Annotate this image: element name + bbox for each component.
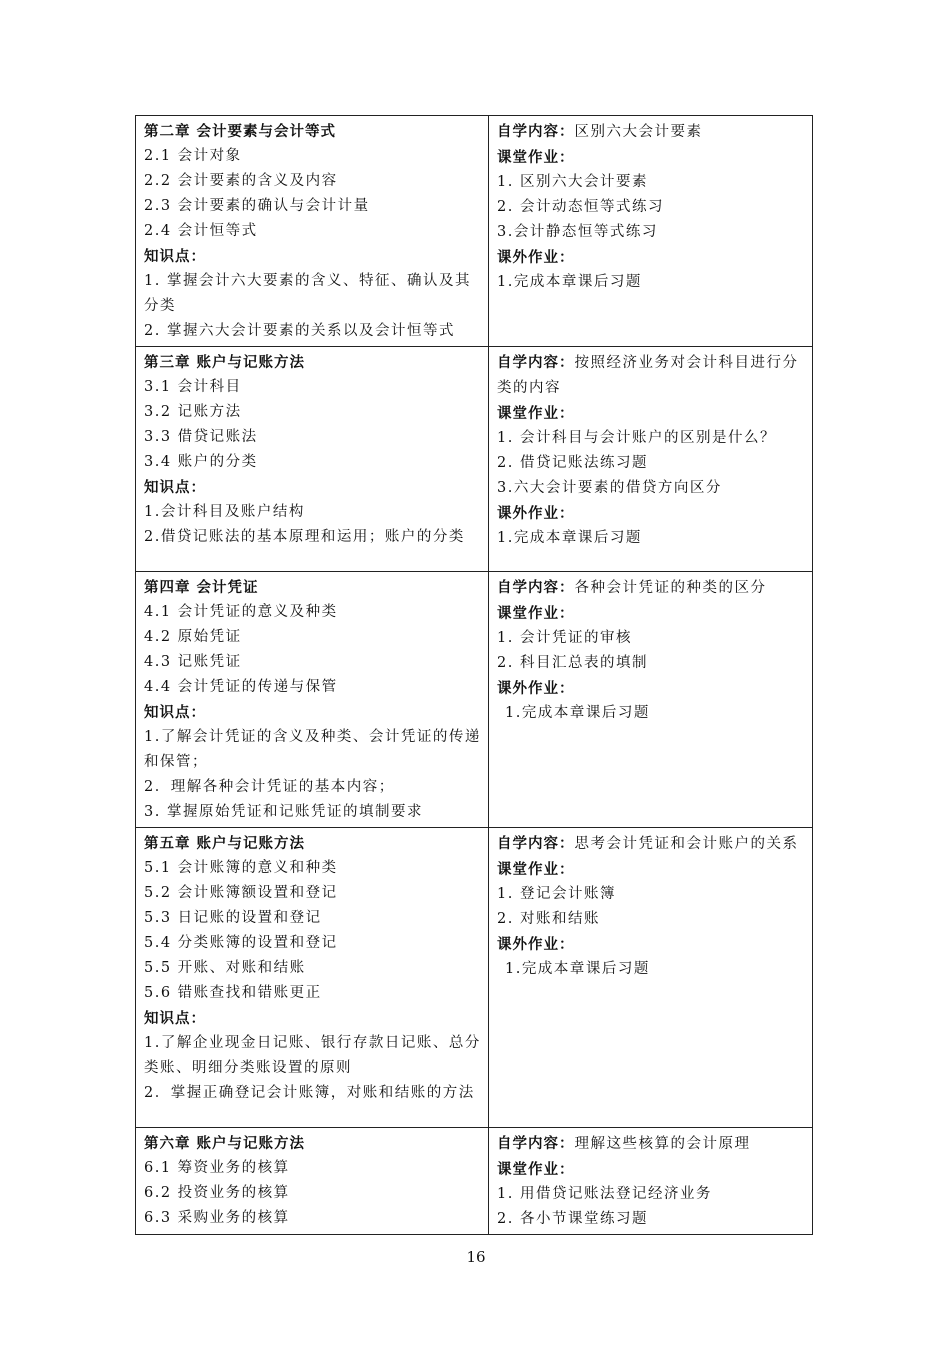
- section-heading: 第二章 会计要素与会计等式: [144, 123, 337, 140]
- self-study-text: 各种会计凭证的种类的区分: [574, 580, 767, 596]
- self-study-label: 自学内容：: [497, 123, 575, 140]
- text-line: 4.2 原始凭证: [144, 629, 242, 645]
- text-line: 2. 各小节课堂练习题: [497, 1211, 648, 1227]
- section-heading: 课堂作业：: [497, 1161, 575, 1178]
- text-line: 5.4 分类账簿的设置和登记: [144, 935, 338, 951]
- text-line: 2．理解各种会计凭证的基本内容；: [144, 779, 395, 795]
- section-heading: 课外作业：: [497, 249, 575, 266]
- section-heading: 课堂作业：: [497, 405, 575, 422]
- text-line: 5.6 错账查找和错账更正: [144, 985, 322, 1001]
- section-heading: 课外作业：: [497, 936, 575, 953]
- text-line: 1.了解会计凭证的含义及种类、会计凭证的传递和保管；: [144, 729, 481, 770]
- assignment-cell: [489, 116, 813, 347]
- self-study-text: 理解这些核算的会计原理: [574, 1136, 751, 1152]
- self-study-line: [497, 831, 807, 857]
- text-line: 3.2 记账方法: [144, 404, 242, 420]
- section-heading: 知识点：: [144, 479, 206, 496]
- text-line: 1.了解企业现金日记账、银行存款日记账、总分类账、明细分类账设置的原则: [144, 1035, 481, 1076]
- section-heading: 课堂作业：: [497, 605, 575, 622]
- text-line: 4.1 会计凭证的意义及种类: [144, 604, 338, 620]
- self-study-label: 自学内容：: [497, 835, 575, 852]
- text-line: 1.完成本章课后习题: [497, 530, 642, 546]
- assignment-cell: [489, 572, 813, 828]
- text-line: 2. 借贷记账法练习题: [497, 455, 648, 471]
- text-line: 2. 对账和结账: [497, 911, 600, 927]
- section-heading: 课外作业：: [497, 505, 575, 522]
- course-plan-table: [135, 115, 813, 1235]
- text-line: 2. 会计动态恒等式练习: [497, 199, 664, 215]
- text-line: 3.会计静态恒等式练习: [497, 224, 658, 240]
- assignment-cell: [489, 1128, 813, 1235]
- text-line: 4.4 会计凭证的传递与保管: [144, 679, 338, 695]
- text-line: 4.3 记账凭证: [144, 654, 242, 670]
- assignment-cell: [489, 347, 813, 572]
- text-line: 3. 掌握原始凭证和记账凭证的填制要求: [144, 804, 423, 820]
- text-line: 3.六大会计要素的借贷方向区分: [497, 480, 722, 496]
- text-line: 3.4 账户的分类: [144, 454, 258, 470]
- chapter-row: [136, 1128, 813, 1235]
- chapter-outline-cell: [136, 828, 489, 1128]
- text-line: 5.1 会计账簿的意义和种类: [144, 860, 338, 876]
- chapter-outline-cell: [136, 347, 489, 572]
- assignment-cell: [489, 828, 813, 1128]
- text-line: 1. 会计科目与会计账户的区别是什么？: [497, 430, 776, 446]
- section-heading: 知识点：: [144, 1010, 206, 1027]
- section-heading: 第六章 账户与记账方法: [144, 1135, 306, 1152]
- text-line: 2. 科目汇总表的填制: [497, 655, 648, 671]
- text-line: 2. 掌握六大会计要素的关系以及会计恒等式: [144, 323, 455, 339]
- self-study-line: [497, 575, 807, 601]
- chapter-outline-cell: [136, 572, 489, 828]
- text-line: 6.2 投资业务的核算: [144, 1185, 290, 1201]
- self-study-line: [497, 350, 807, 401]
- chapter-row: [136, 828, 813, 1128]
- text-line: 1.完成本章课后习题: [505, 705, 650, 721]
- self-study-label: 自学内容：: [497, 1135, 575, 1152]
- chapter-outline-cell: [136, 1128, 489, 1235]
- text-line: 6.1 筹资业务的核算: [144, 1160, 290, 1176]
- text-line: 1. 掌握会计六大要素的含义、特征、确认及其分类: [144, 273, 471, 314]
- text-line: 3.1 会计科目: [144, 379, 242, 395]
- text-line: 1. 区别六大会计要素: [497, 174, 648, 190]
- self-study-label: 自学内容：: [497, 354, 575, 371]
- self-study-label: 自学内容：: [497, 579, 575, 596]
- text-line: 2.4 会计恒等式: [144, 223, 258, 239]
- self-study-text: 区别六大会计要素: [574, 124, 703, 140]
- text-line: 2.1 会计对象: [144, 148, 242, 164]
- text-line: 1.完成本章课后习题: [505, 961, 650, 977]
- self-study-text: 按照经济业务对会计科目进行分类的内容: [497, 355, 799, 396]
- table-body: [136, 116, 813, 1235]
- text-line: 5.3 日记账的设置和登记: [144, 910, 322, 926]
- section-heading: 知识点：: [144, 704, 206, 721]
- page-number: 16: [466, 1248, 486, 1266]
- section-heading: 课堂作业：: [497, 861, 575, 878]
- section-heading: 第五章 账户与记账方法: [144, 835, 306, 852]
- text-line: 1. 登记会计账簿: [497, 886, 616, 902]
- section-heading: 第三章 账户与记账方法: [144, 354, 306, 371]
- section-heading: 第四章 会计凭证: [144, 579, 259, 596]
- self-study-text: 思考会计凭证和会计账户的关系: [574, 836, 799, 852]
- text-line: 1. 用借贷记账法登记经济业务: [497, 1186, 712, 1202]
- text-line: 5.2 会计账簿额设置和登记: [144, 885, 338, 901]
- self-study-line: [497, 119, 807, 145]
- text-line: 6.3 采购业务的核算: [144, 1210, 290, 1226]
- section-heading: 课外作业：: [497, 680, 575, 697]
- chapter-row: [136, 347, 813, 572]
- text-line: 2.2 会计要素的含义及内容: [144, 173, 338, 189]
- text-line: 2.3 会计要素的确认与会计计量: [144, 198, 370, 214]
- text-line: 2.借贷记账法的基本原理和运用；账户的分类: [144, 529, 465, 545]
- section-heading: 课堂作业：: [497, 149, 575, 166]
- chapter-outline-cell: [136, 116, 489, 347]
- text-line: 2．掌握正确登记会计账簿，对账和结账的方法: [144, 1085, 475, 1101]
- text-line: 1.完成本章课后习题: [497, 274, 642, 290]
- chapter-row: [136, 572, 813, 828]
- text-line: 1.会计科目及账户结构: [144, 504, 305, 520]
- chapter-row: [136, 116, 813, 347]
- text-line: 1. 会计凭证的审核: [497, 630, 632, 646]
- text-line: 5.5 开账、对账和结账: [144, 960, 306, 976]
- text-line: 3.3 借贷记账法: [144, 429, 258, 445]
- self-study-line: [497, 1131, 807, 1157]
- section-heading: 知识点：: [144, 248, 206, 265]
